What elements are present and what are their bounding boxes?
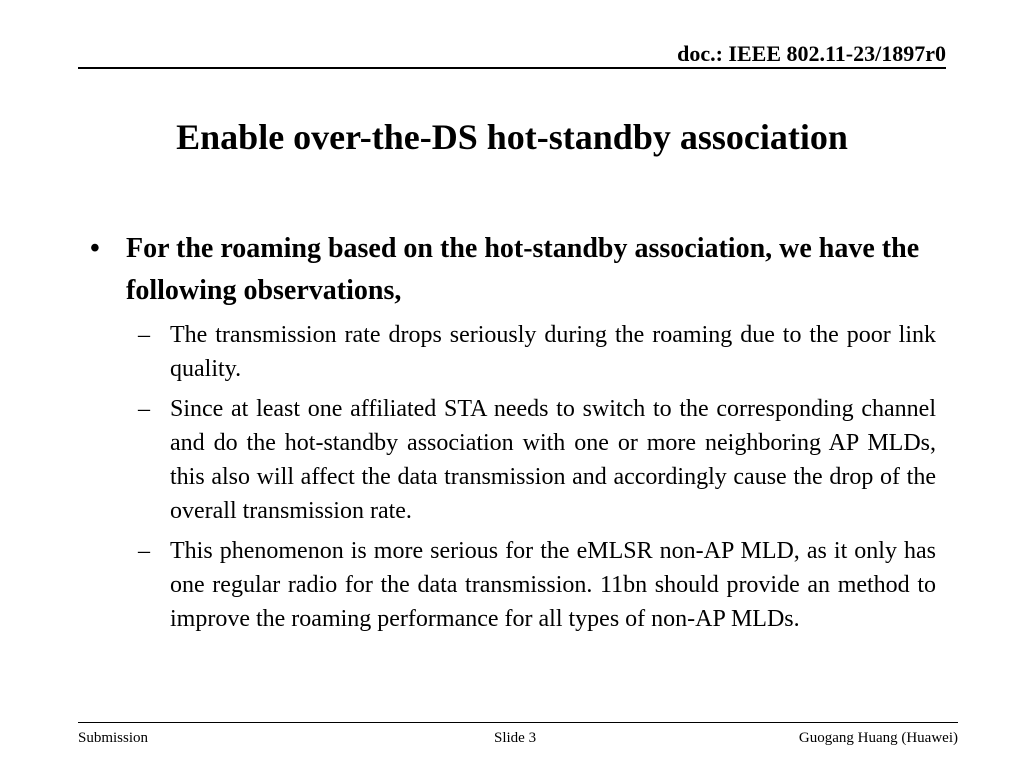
slide-content (80, 228, 940, 636)
sub-bullet-item (80, 392, 940, 528)
main-bullet-text: For the roaming based on the hot-standby association, we have the following observations, (126, 233, 920, 306)
sub-bullet-text: Since at least one affiliated STA needs to switch to the corresponding channel and do the hot-standby association with one or more neighboring AP MLDs, this also will affect the data transmission and accordingly cause the drop of the overall transmission rate. (170, 396, 936, 524)
dash-icon: – (138, 538, 150, 564)
sub-bullet-item (80, 534, 940, 636)
slide-title: Enable over-the-DS hot-standby association (176, 117, 848, 157)
footer-author: Guogang Huang (Huawei) (798, 730, 958, 746)
sub-bullet-item (80, 318, 940, 386)
sub-bullet-text: This phenomenon is more serious for the eMLSR non-AP MLD, as it only has one regular radio for the data transmission. 11bn should provide an method to improve the roaming performance for all types of non-AP MLDs. (170, 538, 936, 632)
sub-bullet-text: The transmission rate drops seriously during the roaming due to the poor link quality. (170, 322, 936, 382)
footer-divider (78, 722, 958, 723)
dash-icon: – (138, 396, 150, 422)
dash-icon: – (138, 322, 150, 348)
main-bullet (80, 228, 940, 312)
sub-bullet-list (80, 318, 940, 636)
bullet-dot-icon: • (90, 233, 100, 264)
doc-id-header: doc.: IEEE 802.11-23/1897r0 (677, 41, 946, 66)
footer-slide-number: Slide 3 (494, 730, 537, 746)
header-divider (78, 67, 946, 69)
footer-submission: Submission (78, 730, 149, 746)
